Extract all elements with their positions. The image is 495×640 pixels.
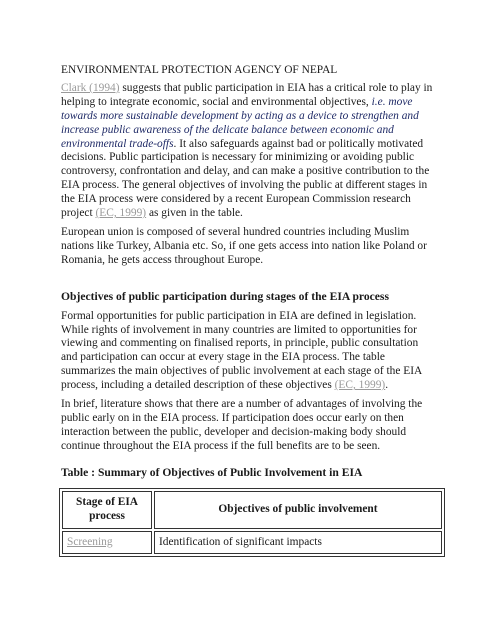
section-title: Objectives of public participation during stages of the EIA process	[61, 289, 389, 303]
formal-text-2: .	[385, 379, 389, 392]
intro-text-3: as given in the table.	[146, 207, 243, 220]
header-stage: Stage of EIA process	[62, 491, 152, 529]
intro-text-1: suggests that public participation in EIA has a critical role to play in helping to integrate economic, social and environmental objectives,	[61, 81, 433, 108]
citation-link-ec-1999-2[interactable]: (EC, 1999)	[334, 379, 386, 392]
paragraph-in-brief: In brief, literature shows that there are a number of advantages of involving the public early on in the EIA process. If participation does occur early on then interaction between the public, developer and decision-making body should continue throughout the EIA process if the full benefits are to be seen.	[61, 398, 423, 452]
document-page	[61, 64, 436, 557]
cell-stage	[62, 531, 152, 555]
agency-heading: ENVIRONMENTAL PROTECTION AGENCY OF NEPAL	[61, 64, 338, 76]
paragraph-intro	[61, 82, 436, 221]
paragraph-formal-opportunities	[61, 310, 436, 393]
table-row	[62, 531, 442, 555]
cell-objective: Identification of significant impacts	[154, 531, 442, 555]
citation-link-ec-1999[interactable]: (EC, 1999)	[95, 207, 147, 220]
citation-link-clark[interactable]: Clark (1994)	[61, 81, 120, 94]
header-objectives: Objectives of public involvement	[154, 491, 442, 529]
table-header-row	[62, 491, 442, 529]
table-title: Table : Summary of Objectives of Public Involvement in EIA	[61, 465, 363, 479]
intro-text-2: . It also safeguards against bad or politically motivated decisions. Public participation is necessary for minimizing or avoiding public controversy, confrontation and delay, and can make a positive contribution to the EIA process. The general objectives of involving the public at different stages in the EIA process were considered by a recent European Commission research project	[61, 137, 430, 220]
formal-text-1: Formal opportunities for public participation in EIA are defined in legislation. While rights of involvement in many countries are limited to opportunities for viewing and commenting on finalised reports, in principle, public consultation and participation can occur at every stage in the EIA process. The table summarizes the main objectives of public involvement at each stage of the EIA process, including a detailed description of these objectives	[61, 309, 422, 392]
paragraph-european-union: European union is composed of several hundred countries including Muslim nations like Turkey, Albania etc. So, if one gets access into nation like Poland or Romania, he gets access throughout Europe.	[61, 225, 427, 266]
intro-ie: i.e.	[371, 95, 386, 108]
objectives-table	[59, 488, 445, 558]
stage-link-screening[interactable]: Screening	[67, 535, 113, 548]
intro-italic-text: move towards more sustainable development by acting as a device to strengthen and increase public awareness of the delicate balance between economic and environmental trade-offs	[61, 95, 419, 150]
